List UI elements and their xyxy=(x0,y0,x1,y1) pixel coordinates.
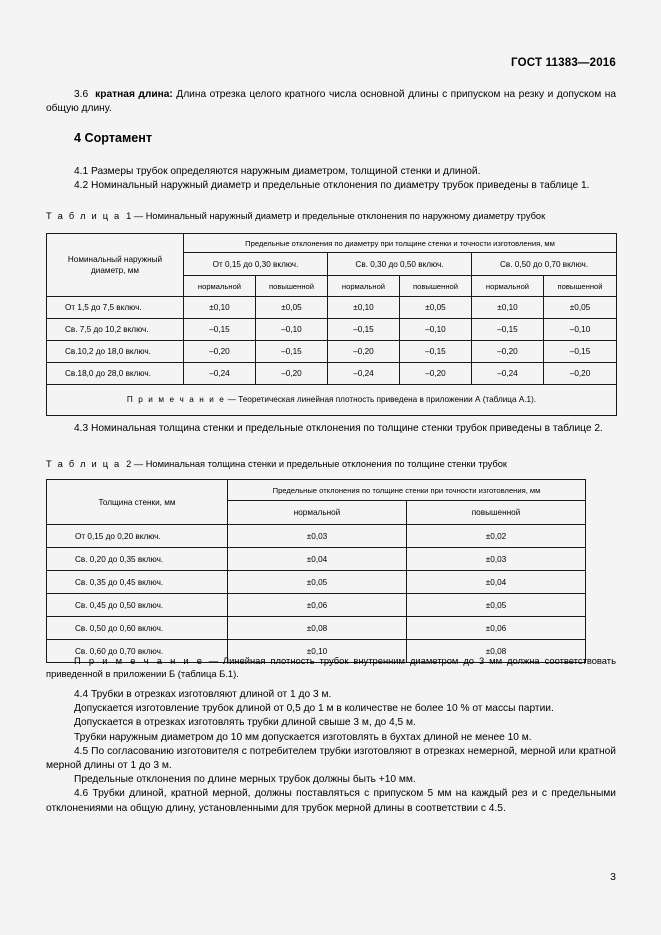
table1-group-header-1: Св. 0,30 до 0,50 включ. xyxy=(328,253,472,276)
table2-row xyxy=(47,548,586,571)
clause-4-6-paragraph: 4.6 Трубки длиной, кратной мерной, должны поставляться с припуском 5 мм на каждый рез и с предельными отклонениями на общую длину, установленными для трубок мерной длины в соответствии с 4.5. xyxy=(46,788,616,814)
table1-caption xyxy=(46,210,616,223)
clause-4-4-paragraph-4: Трубки наружным диаметром до 10 мм допускается изготовлять в бухтах длиной не менее 10 м. xyxy=(74,731,532,743)
table1-cell: –0,15 xyxy=(400,341,472,363)
table2-row-label: Св. 0,60 до 0,70 включ. xyxy=(47,640,228,663)
table2-row xyxy=(47,617,586,640)
table2-row xyxy=(47,525,586,548)
table2-row-label: Св. 0,20 до 0,35 включ. xyxy=(47,548,228,571)
table1-cell: ±0,05 xyxy=(400,297,472,319)
table1-note-text: — Теоретическая линейная плотность приведена в приложении А (таблица А.1). xyxy=(225,395,537,404)
clause-3-6-number: 3.6 xyxy=(74,89,89,100)
table1-cell: –0,24 xyxy=(184,363,256,385)
table2-note xyxy=(46,654,616,681)
table1 xyxy=(46,233,617,416)
table1-cell: ±0,10 xyxy=(328,297,400,319)
table1-cell: –0,15 xyxy=(544,341,617,363)
table2-row-label: От 0,15 до 0,20 включ. xyxy=(47,525,228,548)
table1-caption-block xyxy=(46,210,616,223)
table1-header-span: Предельные отклонения по диаметру при толщине стенки и точности изготовления, мм xyxy=(184,234,617,253)
table1-cell: –0,15 xyxy=(472,319,544,341)
table2-cell: ±0,03 xyxy=(407,548,586,571)
table2-cell: ±0,04 xyxy=(228,548,407,571)
table1-cell: –0,10 xyxy=(544,319,617,341)
table2-caption-number: 2 xyxy=(126,459,132,469)
clause-4-5-paragraph: 4.5 По согласованию изготовителя с потребителем трубки изготовляют в отрезках немерной, мерной или кратной мерной длины от 1 до 3 м. xyxy=(46,745,616,772)
table2-note-text: — Линейная плотность трубок внутренним диаметром до 3 мм должна соответствовать приведенной в приложении Б (таблица Б.1). xyxy=(46,655,616,680)
table2-cell: ±0,06 xyxy=(407,617,586,640)
clause-4-1-paragraph: 4.1 Размеры трубок определяются наружным диаметром, толщиной стенки и длиной. xyxy=(74,166,481,177)
table1-cell: –0,15 xyxy=(328,319,400,341)
table2-caption-block xyxy=(46,458,616,471)
clause-3-6-body: Длина отрезка целого кратного числа основной длины с припуском на резку и допуском на общую длину. xyxy=(46,89,616,115)
clause-4-4-block xyxy=(46,688,616,816)
table1-cell: –0,15 xyxy=(184,319,256,341)
table1-cell: –0,20 xyxy=(256,363,328,385)
table1-caption-text: — Номинальный наружный диаметр и предельные отклонения по наружному диаметру трубок xyxy=(133,211,546,221)
table1-sub-header-4: нормальной xyxy=(472,276,544,297)
table2-row-label: Св. 0,45 до 0,50 включ. xyxy=(47,594,228,617)
clause-3-6-term: кратная длина: xyxy=(95,89,173,100)
table2-caption-label: Т а б л и ц а xyxy=(46,459,121,469)
table2-wrapper xyxy=(46,479,585,663)
standard-header: ГОСТ 11383—2016 xyxy=(511,57,616,69)
table2-cell: ±0,10 xyxy=(228,640,407,663)
table2-row-label: Св. 0,50 до 0,60 включ. xyxy=(47,617,228,640)
table2-header-row-1 xyxy=(47,480,586,501)
table2-cell: ±0,08 xyxy=(407,640,586,663)
table2-cell: ±0,05 xyxy=(228,571,407,594)
table2-row xyxy=(47,594,586,617)
clause-4-4-paragraph-2: Допускается изготовление трубок длиной от 0,5 до 1 м в количестве не более 10 % от массы партии. xyxy=(74,703,554,715)
table1-group-header-2: Св. 0,50 до 0,70 включ. xyxy=(472,253,617,276)
table1-caption-label: Т а б л и ц а xyxy=(46,211,121,221)
clause-3-6-block xyxy=(46,88,616,116)
table2-cell: ±0,03 xyxy=(228,525,407,548)
table1-row xyxy=(47,363,617,385)
section-4-heading-block xyxy=(46,131,616,145)
table2-caption xyxy=(46,458,616,471)
table2-note-label: П р и м е ч а н и е xyxy=(74,655,204,666)
table1-sub-header-0: нормальной xyxy=(184,276,256,297)
table2-cell: ±0,06 xyxy=(228,594,407,617)
clause-3-6-paragraph xyxy=(46,88,616,116)
table1-row-label: Св. 7,5 до 10,2 включ. xyxy=(47,319,184,341)
clause-4-3-paragraph: 4.3 Номинальная толщина стенки и предельные отклонения по толщине стенки трубок приведены в таблице 2. xyxy=(74,423,603,434)
table1-cell: –0,20 xyxy=(400,363,472,385)
table1-cell: ±0,10 xyxy=(472,297,544,319)
clause-4-4-paragraph: 4.4 Трубки в отрезках изготовляют длиной от 1 до 3 м. xyxy=(74,689,332,700)
section-4-heading: 4 Сортамент xyxy=(74,131,153,145)
table1-cell: –0,10 xyxy=(400,319,472,341)
table1-header-col1: Номинальный наружный диаметр, мм xyxy=(47,234,184,297)
table1-cell: ±0,10 xyxy=(184,297,256,319)
table1-sub-header-5: повышенной xyxy=(544,276,617,297)
page-number: 3 xyxy=(610,871,616,883)
clause-4-3-block xyxy=(46,422,616,436)
table1-row xyxy=(47,319,617,341)
table1-cell: –0,10 xyxy=(256,319,328,341)
table1-cell: –0,20 xyxy=(328,341,400,363)
table2-note-block xyxy=(46,654,616,681)
table1-sub-header-3: повышенной xyxy=(400,276,472,297)
table2-caption-text: — Номинальная толщина стенки и предельные отклонения по толщине стенки трубок xyxy=(133,459,507,469)
clause-4-4-paragraph-3: Допускается в отрезках изготовлять трубки длиной свыше 3 м, до 4,5 м. xyxy=(74,717,416,729)
table2 xyxy=(46,479,586,663)
table2-cell: ±0,08 xyxy=(228,617,407,640)
table1-note-label: П р и м е ч а н и е xyxy=(126,395,226,404)
table1-cell: –0,15 xyxy=(256,341,328,363)
table1-cell: –0,20 xyxy=(472,341,544,363)
table1-row-label: Св.18,0 до 28,0 включ. xyxy=(47,363,184,385)
table1-cell: –0,24 xyxy=(472,363,544,385)
table2-cell: ±0,02 xyxy=(407,525,586,548)
table2-row-label: Св. 0,35 до 0,45 включ. xyxy=(47,571,228,594)
table2-sub-header-0: нормальной xyxy=(228,501,407,525)
clause-4-2-paragraph: 4.2 Номинальный наружный диаметр и предельные отклонения по диаметру трубок приведены в таблице 1. xyxy=(74,180,590,192)
table1-row xyxy=(47,297,617,319)
table1-row-label: От 1,5 до 7,5 включ. xyxy=(47,297,184,319)
table1-note-row xyxy=(47,385,617,416)
table1-caption-number: 1 xyxy=(126,211,132,221)
table1-note xyxy=(47,385,617,416)
table2-row xyxy=(47,571,586,594)
table1-sub-header-2: нормальной xyxy=(328,276,400,297)
table2-cell: ±0,04 xyxy=(407,571,586,594)
table1-cell: ±0,05 xyxy=(256,297,328,319)
table1-cell: –0,20 xyxy=(184,341,256,363)
table2-header-col1: Толщина стенки, мм xyxy=(47,480,228,525)
table1-wrapper xyxy=(46,233,616,416)
table1-cell: –0,24 xyxy=(328,363,400,385)
table1-cell: ±0,05 xyxy=(544,297,617,319)
table1-cell: –0,20 xyxy=(544,363,617,385)
table1-row xyxy=(47,341,617,363)
clause-4-5-paragraph-2: Предельные отклонения по длине мерных трубок должны быть +10 мм. xyxy=(74,774,416,786)
table1-group-header-0: От 0,15 до 0,30 включ. xyxy=(184,253,328,276)
table2-cell: ±0,05 xyxy=(407,594,586,617)
clause-4-1-block xyxy=(46,165,616,193)
table1-sub-header-1: повышенной xyxy=(256,276,328,297)
table2-sub-header-1: повышенной xyxy=(407,501,586,525)
table1-row-label: Св.10,2 до 18,0 включ. xyxy=(47,341,184,363)
table2-header-span: Предельные отклонения по толщине стенки при точности изготовления, мм xyxy=(228,480,586,501)
table1-header-row-1 xyxy=(47,234,617,253)
